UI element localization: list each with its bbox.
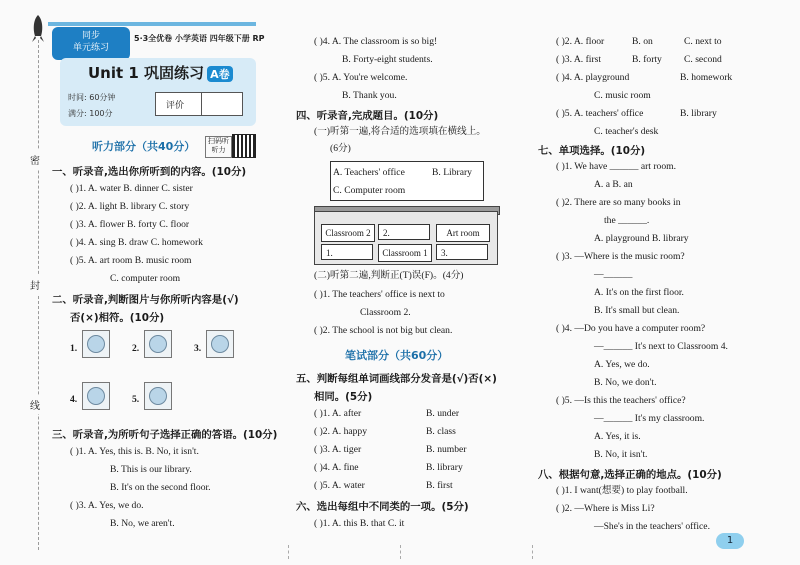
option-b: B. Library — [432, 167, 472, 178]
pic-label-2: 2. — [132, 343, 140, 354]
s4-points: (6分) — [330, 143, 351, 154]
s7-line-1: ( )1. We have ______ art room. — [556, 161, 677, 172]
s3-item-2b: B. It's on the second floor. — [110, 482, 211, 493]
s7-line-13: B. No, we don't. — [594, 377, 657, 388]
s5-item-4b: B. library — [426, 462, 463, 473]
s6-item-5a: ( )5. A. teachers' office — [556, 108, 644, 119]
pic-label-5: 5. — [132, 394, 140, 405]
s7-line-12: A. Yes, we do. — [594, 359, 650, 370]
series-title: 5·3全优卷 小学英语 四年级下册 RP — [134, 34, 265, 43]
s7-line-15: —______ It's my classroom. — [594, 413, 705, 424]
s3-item-4: ( )4. A. The classroom is so big! — [314, 36, 438, 47]
s6-item-2b: B. on — [632, 36, 653, 47]
s8-item-1: ( )1. I want(想要) to play football. — [556, 485, 688, 496]
binding-line — [38, 40, 40, 550]
s5-item-1a: ( )1. A. after — [314, 408, 362, 419]
s8-item-2: ( )2. —Where is Miss Li? — [556, 503, 655, 514]
s8-item-2b: —She's in the teachers' office. — [594, 521, 710, 532]
s6-item-2c: C. next to — [684, 36, 722, 47]
s7-line-16: A. Yes, it is. — [594, 431, 641, 442]
s7-line-5: A. playground B. library — [594, 233, 689, 244]
s6-item-3b: B. forty — [632, 54, 662, 65]
s3-item-3: ( )3. A. Yes, we do. — [70, 500, 144, 511]
s7-line-17: B. No, it isn't. — [594, 449, 648, 460]
s7-line-9: B. It's small but clean. — [594, 305, 680, 316]
s5-item-3a: ( )3. A. tiger — [314, 444, 362, 455]
s6-item-4a: ( )4. A. playground — [556, 72, 630, 83]
s1-item-3: ( )3. A. flower B. forty C. floor — [70, 219, 190, 230]
s1-item-2: ( )2. A. light B. library C. story — [70, 201, 190, 212]
s4-sub1: (一)听第一遍,将合适的选项填在横线上。 — [314, 126, 486, 137]
grade-box — [155, 92, 243, 116]
binding-char-mi: 密 — [30, 150, 40, 169]
room-blank-3: 3. — [436, 244, 488, 260]
s3-item-5b: B. Thank you. — [342, 90, 397, 101]
page-number: 1 — [716, 533, 744, 549]
room-classroom2: Classroom 2 — [321, 224, 375, 242]
s6-item-3a: ( )3. A. first — [556, 54, 602, 65]
section5-title-2: 相同。(5分) — [314, 391, 373, 403]
s6-item-3c: C. second — [684, 54, 722, 65]
room-blank-2: 2. — [378, 224, 430, 240]
s1-item-5: ( )5. A. art room B. music room — [70, 255, 192, 266]
s5-item-1b: B. under — [426, 408, 460, 419]
section1-title: 一、听录音,选出你所听到的内容。(10分) — [52, 166, 247, 178]
s4-q2: ( )2. The school is not big but clean. — [314, 325, 453, 336]
header-band — [48, 22, 256, 26]
s6-item-1: ( )1. A. this B. that C. it — [314, 518, 405, 529]
room-classroom1: Classroom 1 — [378, 244, 432, 262]
section7-title: 七、单项选择。(10分) — [538, 145, 646, 157]
s5-item-5a: ( )5. A. water — [314, 480, 365, 491]
s3-item-5: ( )5. A. You're welcome. — [314, 72, 408, 83]
time-label: 时间: 60分钟 — [68, 93, 116, 102]
fold-mark-1 — [288, 545, 290, 559]
section3-title: 三、听录音,为所听句子选择正确的答语。(10分) — [52, 429, 278, 441]
logo-line2: 单元练习 — [72, 43, 109, 53]
section6-title: 六、选出每组中不同类的一项。(5分) — [296, 501, 469, 513]
s7-line-4: the ______. — [604, 215, 650, 226]
pic-label-4: 4. — [70, 394, 78, 405]
score-label: 满分: 100分 — [68, 109, 113, 118]
option-c: C. Computer room — [333, 185, 406, 196]
s7-line-7: —______ — [594, 269, 633, 280]
s1-item-1: ( )1. A. water B. dinner C. sister — [70, 183, 193, 194]
s5-item-3b: B. number — [426, 444, 467, 455]
picture-4 — [82, 382, 110, 410]
s6-item-5c: C. teacher's desk — [594, 126, 659, 137]
s5-item-4a: ( )4. A. fine — [314, 462, 359, 473]
s7-line-14: ( )5. —Is this the teachers' office? — [556, 395, 686, 406]
binding-char-xian: 线 — [30, 395, 40, 414]
s6-item-4b: B. homework — [680, 72, 733, 83]
picture-3 — [206, 330, 234, 358]
series-logo — [52, 27, 130, 60]
s7-line-8: A. It's on the first floor. — [594, 287, 684, 298]
writing-title: 笔试部分（共60分） — [345, 349, 449, 362]
rocket-icon — [29, 14, 47, 49]
s7-line-10: ( )4. —Do you have a computer room? — [556, 323, 706, 334]
pic-label-3: 3. — [194, 343, 202, 354]
section2-title-1: 二、听录音,判断图片与你所听内容是(√) — [52, 294, 239, 306]
logo-line1: 同步 — [81, 31, 100, 41]
s4-q1b: Classroom 2. — [360, 307, 411, 318]
s5-item-2b: B. class — [426, 426, 456, 437]
s3-item-4b: B. Forty-eight students. — [342, 54, 433, 65]
listening-title: 听力部分（共40分） — [92, 140, 196, 153]
s6-item-5b: B. library — [680, 108, 717, 119]
s5-item-2a: ( )2. A. happy — [314, 426, 368, 437]
s3-item-3b: B. No, we aren't. — [110, 518, 175, 529]
section5-title-1: 五、判断每组单词画线部分发音是(√)否(×) — [296, 373, 497, 385]
option-a: A. Teachers' office — [333, 167, 405, 178]
room-blank-1: 1. — [321, 244, 373, 260]
s3-item-1: ( )1. A. Yes, this is. B. No, it isn't. — [70, 446, 199, 457]
s7-line-2: A. a B. an — [594, 179, 633, 190]
binding-char-feng: 封 — [30, 275, 40, 294]
s7-line-3: ( )2. There are so many books in — [556, 197, 681, 208]
section8-title: 八、根据句意,选择正确的地点。(10分) — [538, 469, 722, 481]
grade-label: 评价 — [166, 101, 185, 111]
room-art: Art room — [436, 224, 490, 242]
unit-badge: A卷 — [207, 66, 233, 82]
s6-item-4c: C. music room — [594, 90, 651, 101]
s1-item-5c: C. computer room — [110, 273, 181, 284]
s6-item-2a: ( )2. A. floor — [556, 36, 605, 47]
section4-title: 四、听录音,完成题目。(10分) — [296, 110, 439, 122]
fold-mark-2 — [400, 545, 402, 559]
s1-item-4: ( )4. A. sing B. draw C. homework — [70, 237, 203, 248]
unit-title-text: Unit 1 巩固练习 — [88, 64, 205, 82]
unit-title — [88, 62, 233, 83]
fold-mark-3 — [532, 545, 534, 559]
s4-sub2: (二)听第二遍,判断正(T)误(F)。(4分) — [314, 270, 464, 281]
s4-q1a: ( )1. The teachers' office is next to — [314, 289, 445, 300]
picture-1 — [82, 330, 110, 358]
qr-label: 扫码听听力 — [205, 136, 232, 158]
picture-5 — [144, 382, 172, 410]
s3-item-1b: B. This is our library. — [110, 464, 192, 475]
qr-code-icon — [232, 134, 256, 158]
s7-line-6: ( )3. —Where is the music room? — [556, 251, 685, 262]
s5-item-5b: B. first — [426, 480, 453, 491]
pic-label-1: 1. — [70, 343, 78, 354]
s7-line-11: —______ It's next to Classroom 4. — [594, 341, 728, 352]
picture-2 — [144, 330, 172, 358]
section2-title-2: 否(×)相符。(10分) — [70, 312, 165, 324]
